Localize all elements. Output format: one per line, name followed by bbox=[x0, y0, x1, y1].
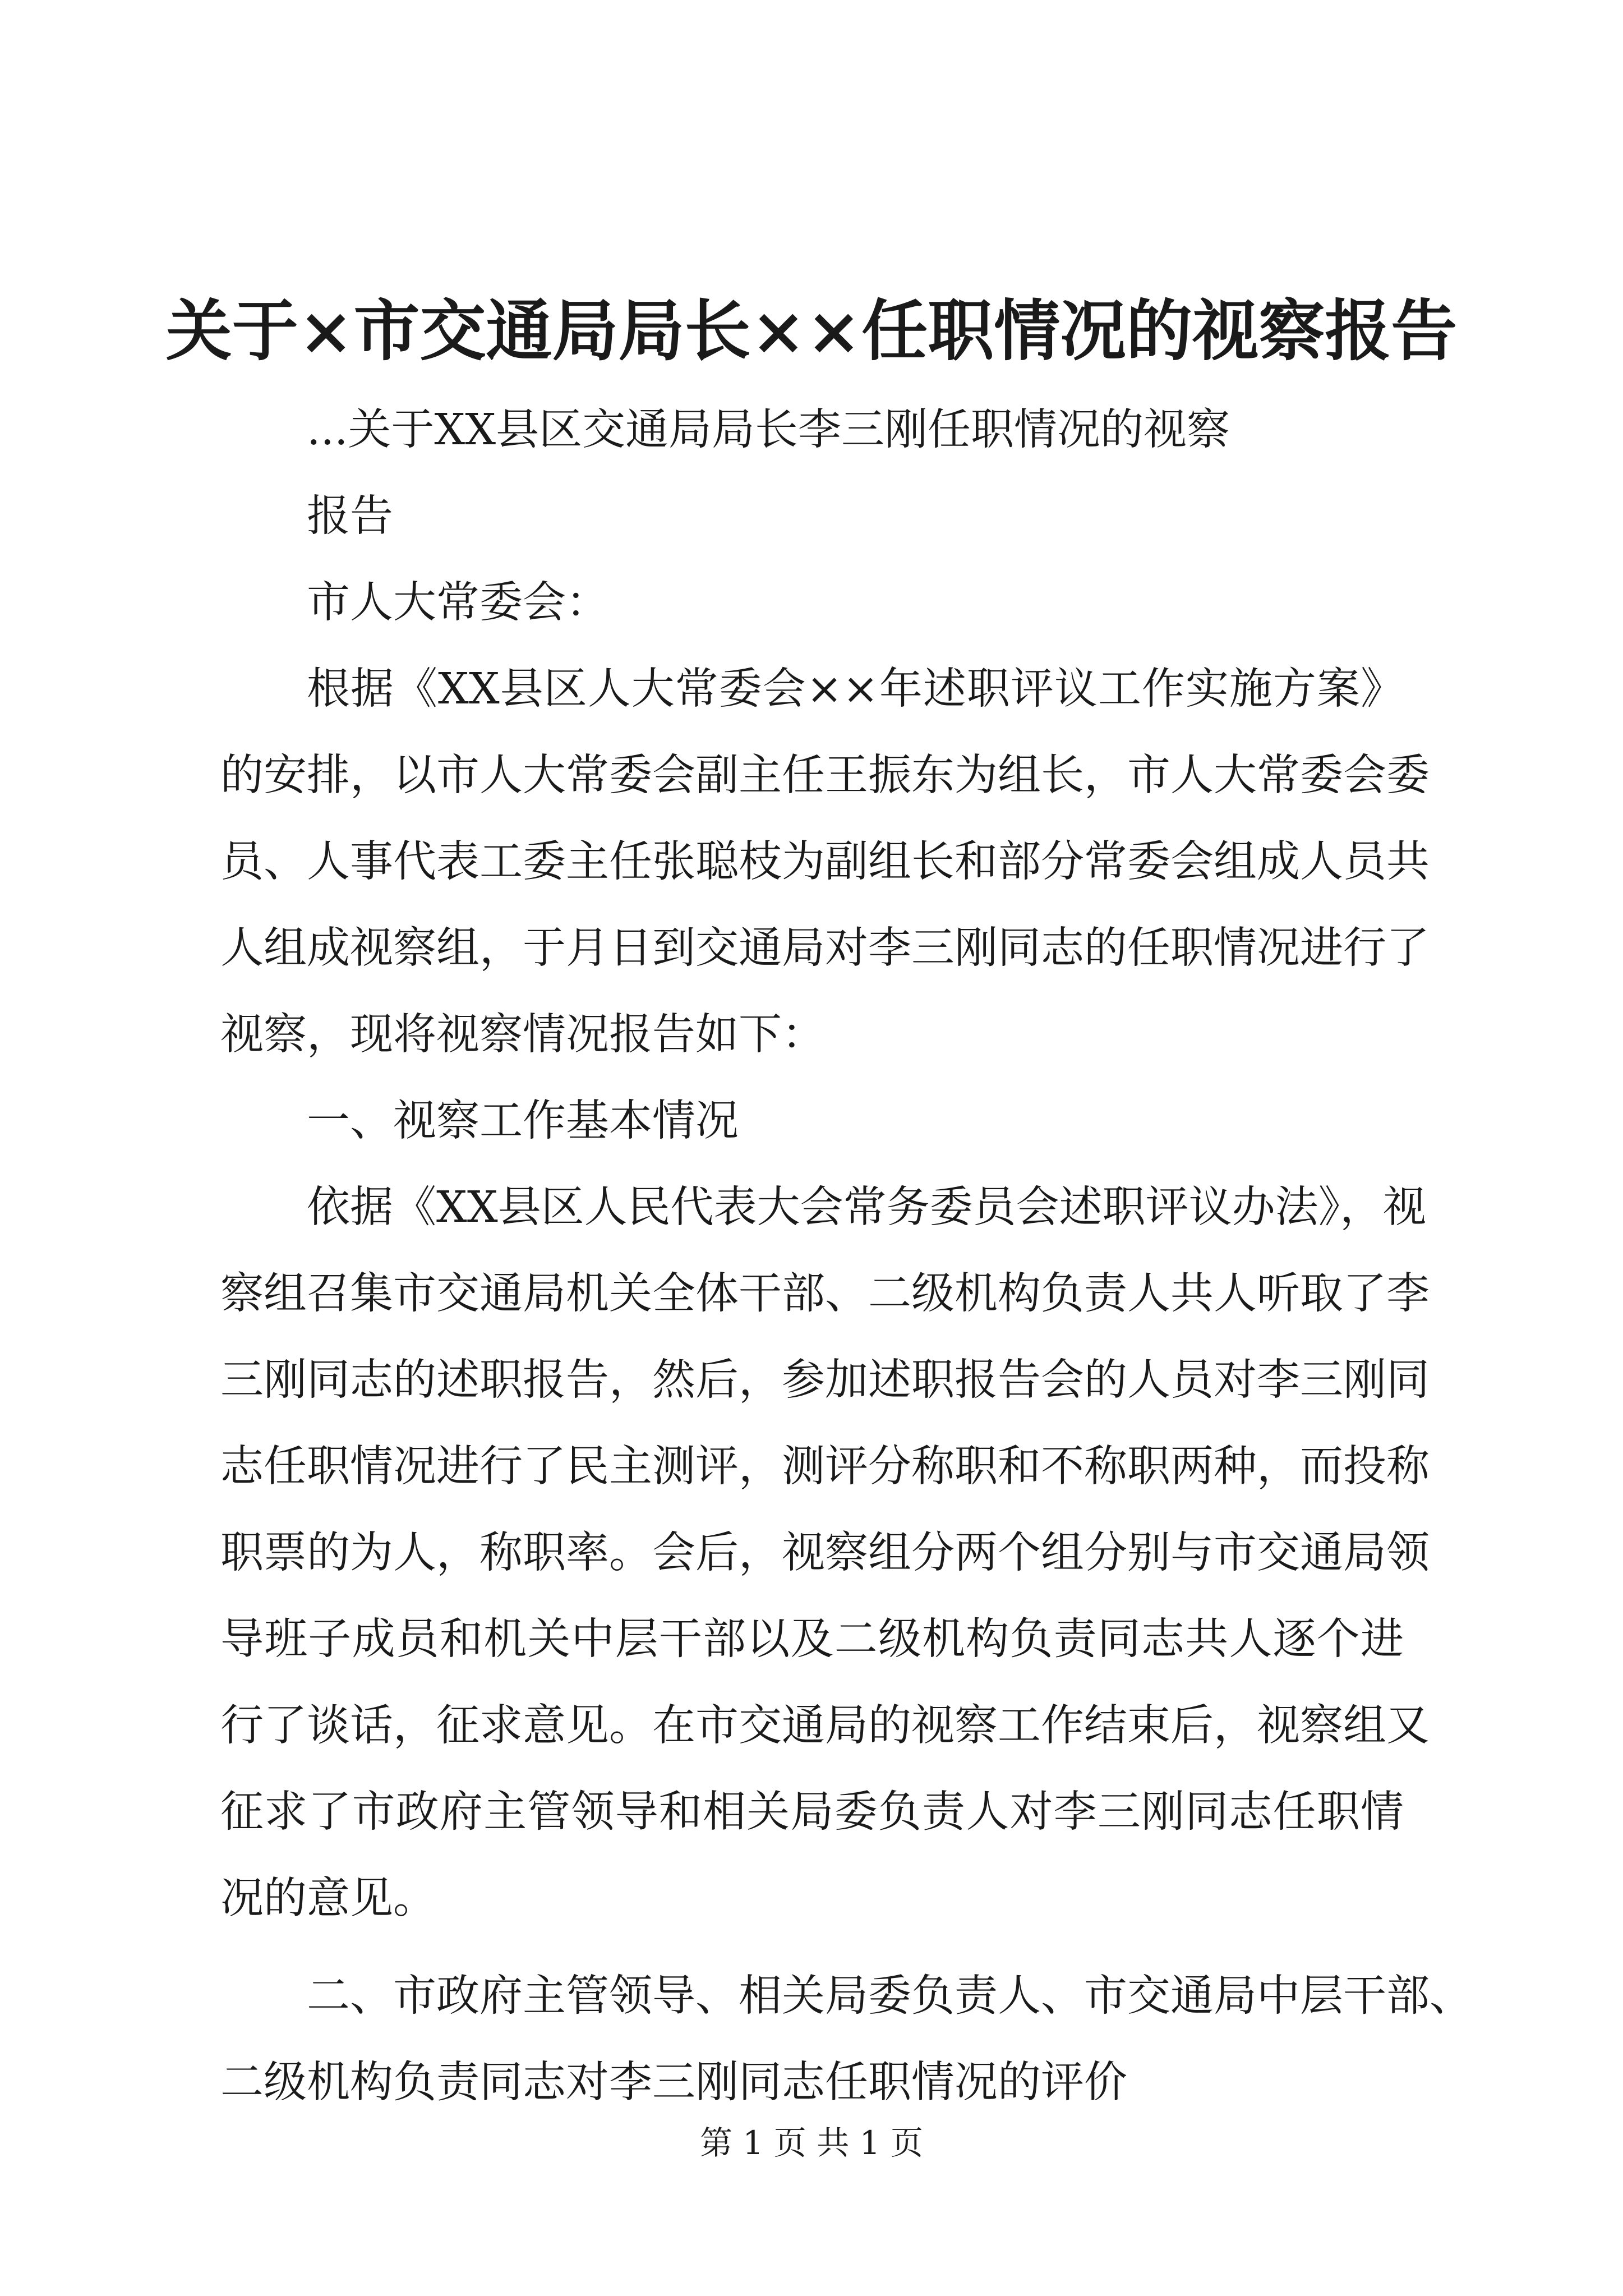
paragraph-line: 的安排，以市人大常委会副主任王振东为组长，市人大常委会委 bbox=[220, 751, 1430, 800]
section-heading-1: 一、视察工作基本情况 bbox=[307, 1096, 739, 1146]
section-heading-2-cont: 二级机构负责同志对李三刚同志任职情况的评价 bbox=[220, 2058, 1127, 2108]
paragraph-line: 征求了市政府主管领导和相关局委负责人对李三刚同志任职情 bbox=[220, 1787, 1404, 1837]
paragraph-line: 况的意见。 bbox=[220, 1874, 436, 1924]
salutation: 市人大常委会： bbox=[307, 578, 609, 628]
subtitle-line-2: 报告 bbox=[307, 491, 393, 541]
paragraph-line: 三刚同志的述职报告，然后，参加述职报告会的人员对李三刚同 bbox=[220, 1355, 1430, 1405]
paragraph-line: 员、人事代表工委主任张聪枝为副组长和部分常委会组成人员共 bbox=[220, 837, 1430, 887]
document-title: 关于×市交通局局长××任职情况的视察报告 bbox=[165, 292, 1458, 370]
paragraph-gap bbox=[220, 1942, 1404, 1953]
paragraph-line: 视察，现将视察情况报告如下： bbox=[220, 1010, 825, 1060]
section-heading-2: 二、市政府主管领导、相关局委负责人、市交通局中层干部、 bbox=[307, 1971, 1473, 2021]
page-footer: 第 1 页 共 1 页 bbox=[700, 2124, 923, 2162]
paragraph-line: 人组成视察组，于月日到交通局对李三刚同志的任职情况进行了 bbox=[220, 923, 1430, 973]
subtitle-line-1: ...关于XX县区交通局局长李三刚任职情况的视察 bbox=[307, 405, 1230, 455]
paragraph-line: 导班子成员和机关中层干部以及二级机构负责同志共人逐个进 bbox=[220, 1614, 1404, 1664]
paragraph-line: 根据《XX县区人大常委会××年述职评议工作实施方案》 bbox=[307, 664, 1404, 714]
paragraph-line: 志任职情况进行了民主测评，测评分称职和不称职两种，而投称 bbox=[220, 1442, 1430, 1492]
paragraph-line: 依据《XX县区人民代表大会常务委员会述职评议办法》，视 bbox=[307, 1182, 1427, 1232]
paragraph-line: 察组召集市交通局机关全体干部、二级机构负责人共人听取了李 bbox=[220, 1269, 1430, 1319]
document-body bbox=[220, 387, 1473, 2126]
paragraph-line: 行了谈话，征求意见。在市交通局的视察工作结束后，视察组又 bbox=[220, 1701, 1430, 1751]
paragraph-line: 职票的为人，称职率。会后，视察组分两个组分别与市交通局领 bbox=[220, 1528, 1430, 1578]
